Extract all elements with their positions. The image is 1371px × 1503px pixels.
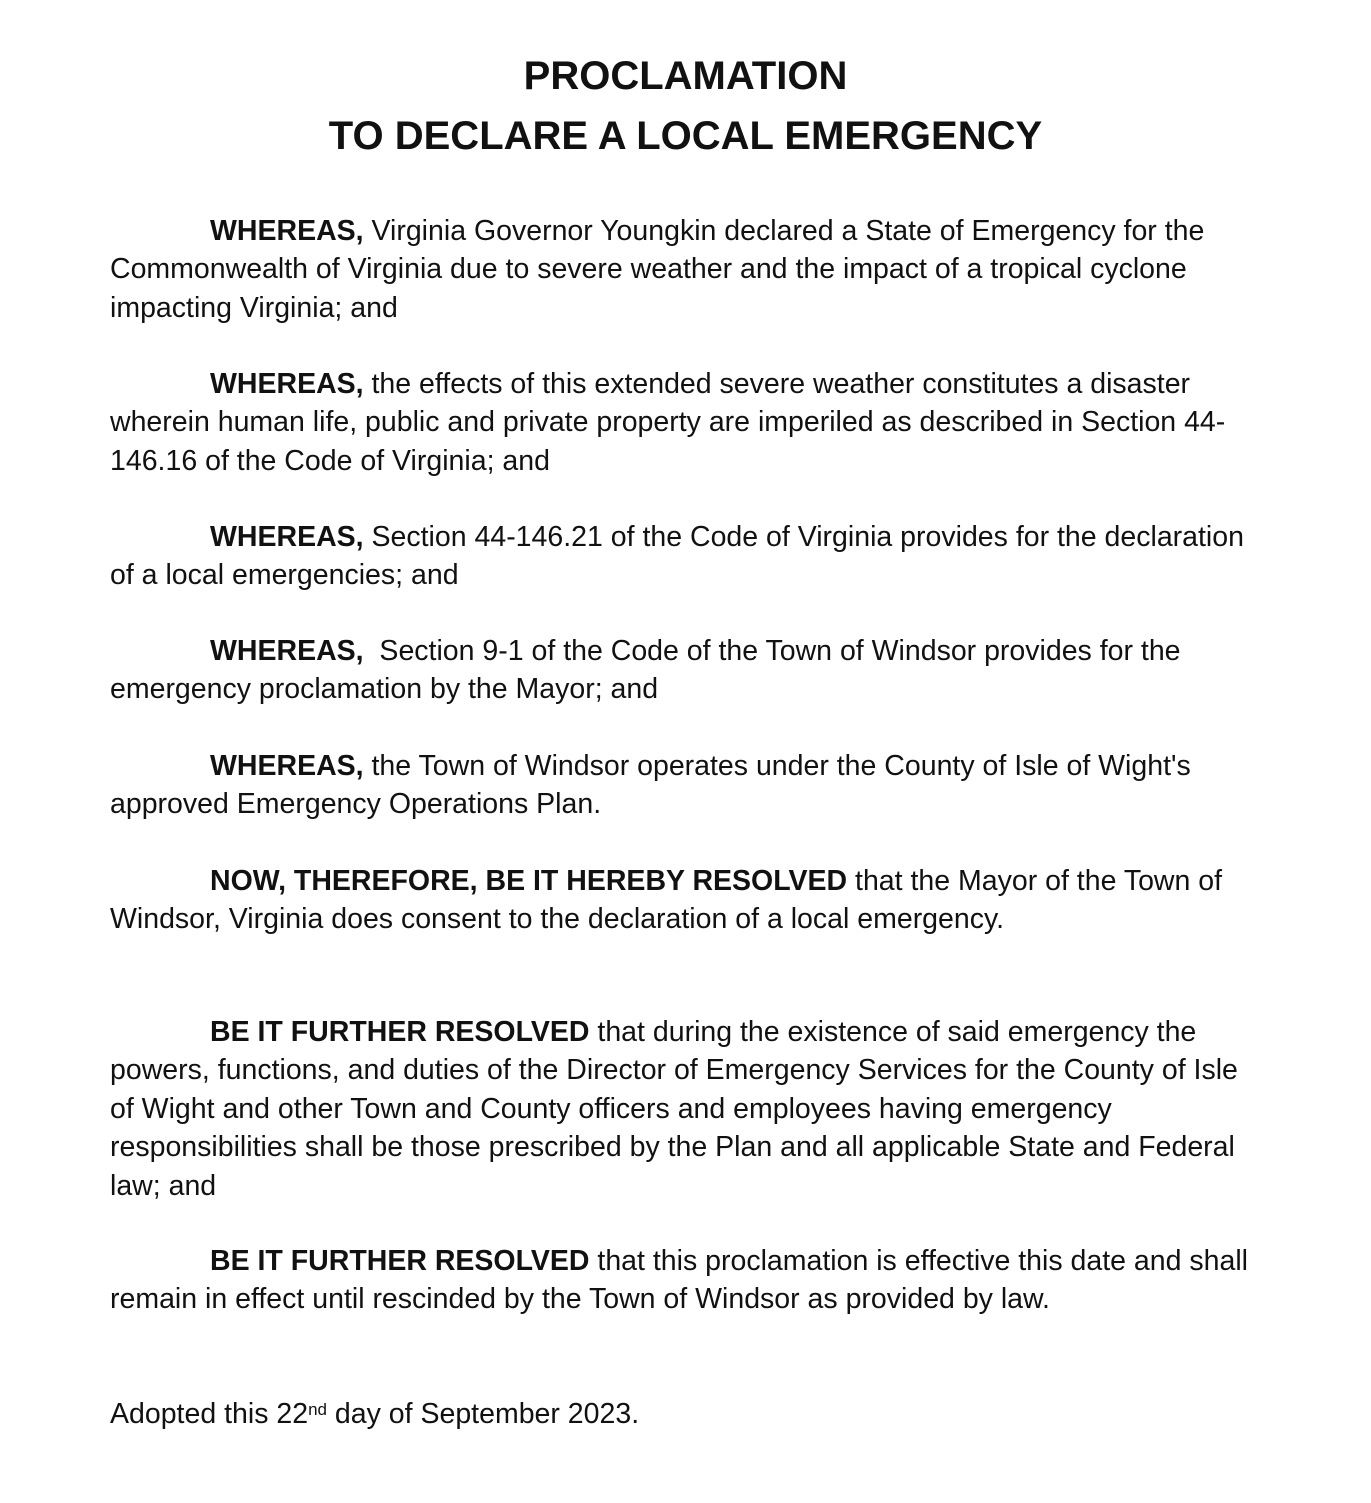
adopted-suffix: day of September 2023. [327, 1398, 640, 1430]
paragraph-text: that during the existence of said emergency the powers, functions, and duties of the Director of Emergency Services for the County of Isle of Wight and other Town and County officers and employees having emergency responsibilities shall be those prescribed by the Plan and all applicable State and Federal law; and [110, 1016, 1238, 1202]
proclamation-title: PROCLAMATION [523, 54, 848, 98]
whereas-paragraph-5 [110, 747, 1260, 824]
further-resolved-paragraph-1 [110, 1013, 1260, 1205]
whereas-paragraph-3 [110, 518, 1260, 595]
proclamation-subtitle: TO DECLARE A LOCAL EMERGENCY [328, 114, 1043, 158]
paragraph-lead: WHEREAS, [210, 750, 364, 782]
paragraph-lead: BE IT FURTHER RESOLVED [210, 1245, 590, 1277]
resolved-paragraph [110, 862, 1260, 939]
whereas-paragraph-1 [110, 212, 1260, 327]
adopted-prefix: Adopted this 22 [110, 1398, 309, 1430]
paragraph-lead: NOW, THEREFORE, BE IT HEREBY RESOLVED [210, 865, 848, 897]
paragraph-text: Section 9-1 of the Code of the Town of Windsor provides for the emergency proclamation by the Mayor; and [110, 635, 1189, 706]
paragraph-text: Section 44-146.21 of the Code of Virginia provides for the declaration of a local emergencies; and [110, 521, 1244, 592]
paragraph-lead: WHEREAS, [210, 368, 364, 400]
paragraph-lead: BE IT FURTHER RESOLVED [210, 1016, 590, 1048]
paragraph-lead: WHEREAS, [210, 635, 364, 667]
paragraph-text: that the Mayor of the Town of Windsor, Virginia does consent to the declaration of a local emergency. [110, 865, 1223, 936]
adopted-ordinal: nd [308, 1400, 327, 1419]
whereas-paragraph-4 [110, 632, 1260, 709]
further-resolved-paragraph-2 [110, 1242, 1260, 1319]
paragraph-text: Virginia Governor Youngkin declared a State of Emergency for the Commonwealth of Virginia due to severe weather and the impact of a tropical cyclone impacting Virginia; and [110, 215, 1205, 324]
paragraph-text: the Town of Windsor operates under the County of Isle of Wight's approved Emergency Operations Plan. [110, 750, 1191, 821]
adoption-date-line [110, 1395, 1260, 1433]
paragraph-lead: WHEREAS, [210, 215, 364, 247]
paragraph-text: that this proclamation is effective this date and shall remain in effect until rescinded by the Town of Windsor as provided by law. [110, 1245, 1249, 1316]
paragraph-text: the effects of this extended severe weather constitutes a disaster wherein human life, public and private property are imperiled as described in Section 44-146.16 of the Code of Virginia; and [110, 368, 1226, 477]
paragraph-lead: WHEREAS, [210, 521, 364, 553]
whereas-paragraph-2 [110, 365, 1260, 480]
